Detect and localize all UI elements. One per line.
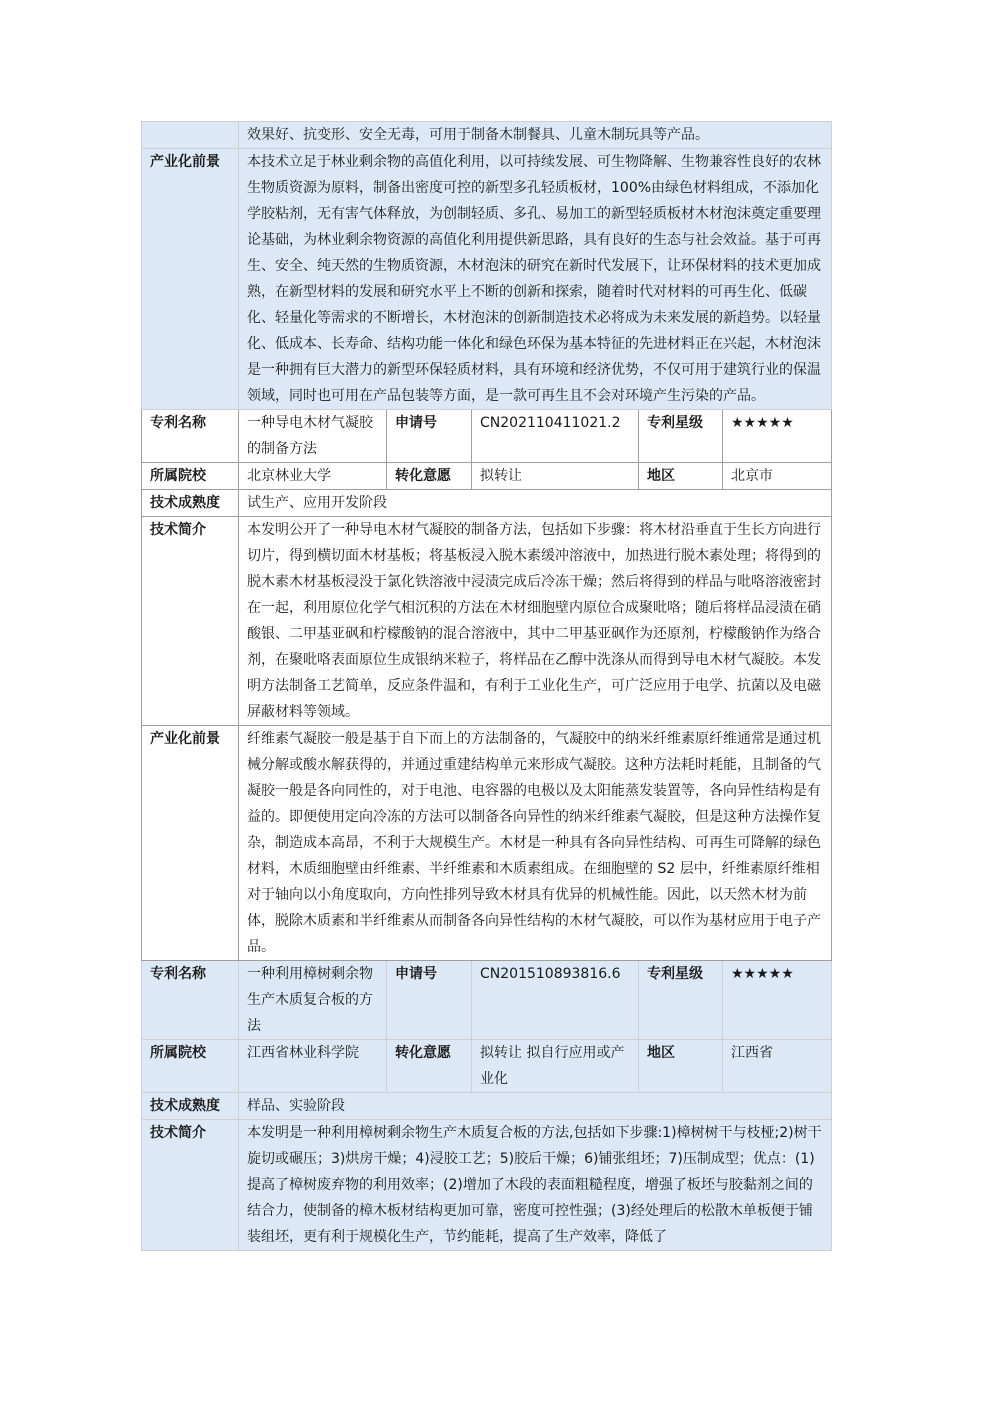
empty-label-cell [142, 122, 239, 149]
table-row [142, 517, 832, 726]
region-value: 江西省 [723, 1040, 832, 1093]
star-rating: ★★★★★ [723, 410, 832, 463]
patent-name-value: 一种导电木材气凝胶的制备方法 [239, 410, 387, 463]
maturity-value: 试生产、应用开发阶段 [239, 490, 832, 517]
prospect-label: 产业化前景 [142, 149, 239, 410]
summary-text: 本发明是一种利用樟树剩余物生产木质复合板的方法,包括如下步骤:1)樟树树干与枝桠;2)树干旋切或碾压；3)烘房干燥；4)浸胶工艺；5)胶后干燥；6)铺张组坯；7)压制成型；优点：(1)提高了樟树废弃物的利用效率；(2)增加了木段的表面粗糙程度，增强了板坯与胶黏剂之间的结合力，使制备的樟木板材结构更加可靠，密度可控性强；(3)经处理后的松散木单板便于铺装组坯，更有利于规模化生产，节约能耗，提高了生产效率，降低了 [239, 1120, 832, 1251]
patent-stars-label: 专利星级 [639, 410, 723, 463]
region-label: 地区 [639, 463, 723, 490]
summary-label: 技术简介 [142, 1120, 239, 1251]
patent-name-label: 专利名称 [142, 410, 239, 463]
table-row [142, 463, 832, 490]
table-row [142, 1093, 832, 1120]
table-row [142, 149, 832, 410]
prev-summary-tail: 效果好、抗变形、安全无毒，可用于制备木制餐具、儿童木制玩具等产品。 [239, 122, 832, 149]
application-no-value: CN202110411021.2 [472, 410, 639, 463]
patent-stars-label: 专利星级 [639, 961, 723, 1040]
region-label: 地区 [639, 1040, 723, 1093]
summary-text: 本发明公开了一种导电木材气凝胶的制备方法，包括如下步骤：将木材沿垂直于生长方向进行切片，得到横切面木材基板；将基板浸入脱木素缓冲溶液中，加热进行脱木素处理；将得到的脱木素木材基板浸没于氯化铁溶液中浸渍完成后冷冻干燥；然后将得到的样品与吡咯溶液密封在一起，利用原位化学气相沉积的方法在木材细胞壁内原位合成聚吡咯；随后将样品浸渍在硝酸银、二甲基亚砜和柠檬酸钠的混合溶液中，其中二甲基亚砜作为还原剂，柠檬酸钠作为络合剂，在聚吡咯表面原位生成银纳米粒子，将样品在乙醇中洗涤从而得到导电木材气凝胶。本发明方法制备工艺简单，反应条件温和，有利于工业化生产，可广泛应用于电学、抗菌以及电磁屏蔽材料等领域。 [239, 517, 832, 726]
table-row [142, 122, 832, 149]
prospect-label: 产业化前景 [142, 726, 239, 961]
maturity-label: 技术成熟度 [142, 490, 239, 517]
transfer-intent-label: 转化意愿 [387, 463, 472, 490]
maturity-value: 样品、实验阶段 [239, 1093, 832, 1120]
patent-name-value: 一种利用樟树剩余物生产木质复合板的方法 [239, 961, 387, 1040]
table-row [142, 490, 832, 517]
summary-label: 技术简介 [142, 517, 239, 726]
region-value: 北京市 [723, 463, 832, 490]
application-no-value: CN201510893816.6 [472, 961, 639, 1040]
table-row [142, 1040, 832, 1093]
patent-table [141, 121, 832, 1251]
patent-name-label: 专利名称 [142, 961, 239, 1040]
prev-prospect-text: 本技术立足于林业剩余物的高值化利用，以可持续发展、可生物降解、生物兼容性良好的农林生物质资源为原料，制备出密度可控的新型多孔轻质板材，100%由绿色材料组成，不添加化学胶粘剂，无有害气体释放，为创制轻质、多孔、易加工的新型轻质板材木材泡沫奠定重要理论基础，为林业剩余物资源的高值化利用提供新思路，具有良好的生态与社会效益。基于可再生、安全、纯天然的生物质资源，木材泡沫的研究在新时代发展下，让环保材料的技术更加成熟，在新型材料的发展和研究水平上不断的创新和探索，随着时代对材料的可再生化、低碳化、轻量化等需求的不断增长，木材泡沫的创新制造技术必将成为未来发展的新趋势。以轻量化、低成本、长寿命、结构功能一体化和绿色环保为基本特征的先进材料正在兴起，木材泡沫是一种拥有巨大潜力的新型环保轻质材料，具有环境和经济优势，不仅可用于建筑行业的保温领域，同时也可用在产品包装等方面，是一款可再生且不会对环境产生污染的产品。 [239, 149, 832, 410]
institution-value: 江西省林业科学院 [239, 1040, 387, 1093]
application-no-label: 申请号 [387, 410, 472, 463]
table-row [142, 726, 832, 961]
institution-label: 所属院校 [142, 1040, 239, 1093]
maturity-label: 技术成熟度 [142, 1093, 239, 1120]
prospect-text: 纤维素气凝胶一般是基于自下而上的方法制备的，气凝胶中的纳米纤维素原纤维通常是通过机械分解或酸水解获得的，并通过重建结构单元来形成气凝胶。这种方法耗时耗能，且制备的气凝胶一般是各向同性的，对于电池、电容器的电极以及太阳能蒸发装置等，各向异性结构是有益的。即便使用定向冷冻的方法可以制备各向异性的纳米纤维素气凝胶，但是这种方法操作复杂，制造成本高昂，不利于大规模生产。木材是一种具有各向异性结构、可再生可降解的绿色材料，木质细胞壁由纤维素、半纤维素和木质素组成。在细胞壁的 S2 层中，纤维素原纤维相对于轴向以小角度取向，方向性排列导致木材具有优异的机械性能。因此，以天然木材为前体，脱除木质素和半纤维素从而制备各向异性结构的木材气凝胶，可以作为基材应用于电子产品。 [239, 726, 832, 961]
table-row [142, 410, 832, 463]
application-no-label: 申请号 [387, 961, 472, 1040]
institution-value: 北京林业大学 [239, 463, 387, 490]
table-row [142, 1120, 832, 1251]
institution-label: 所属院校 [142, 463, 239, 490]
transfer-intent-value: 拟转让 拟自行应用或产业化 [472, 1040, 639, 1093]
transfer-intent-label: 转化意愿 [387, 1040, 472, 1093]
transfer-intent-value: 拟转让 [472, 463, 639, 490]
table-row [142, 961, 832, 1040]
star-rating: ★★★★★ [723, 961, 832, 1040]
